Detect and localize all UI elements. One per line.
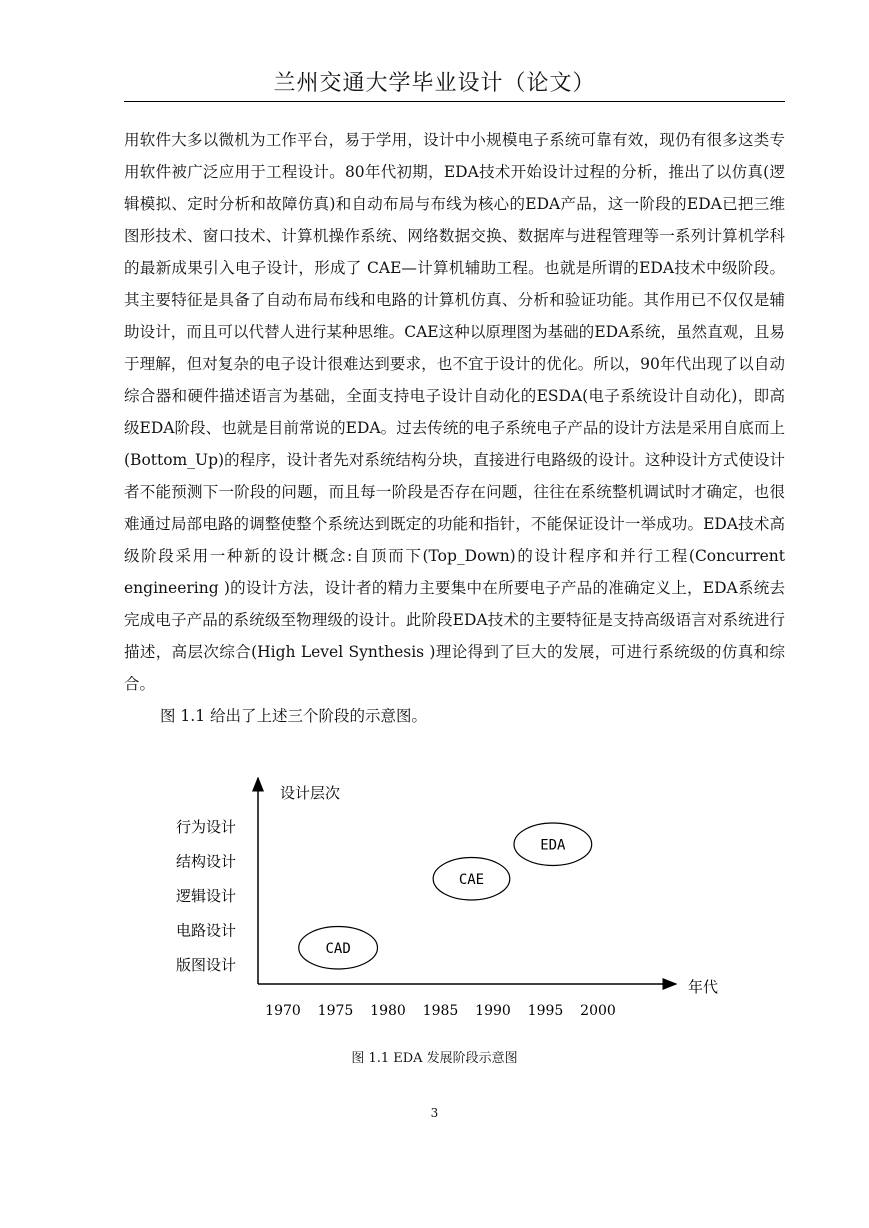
figure-svg [0, 770, 869, 1040]
y-level-label: 结构设计 [175, 852, 236, 871]
x-axis-title: 年代 [688, 978, 719, 996]
x-tick-label: 1990 [475, 1003, 511, 1019]
x-tick-label: 1980 [370, 1003, 406, 1019]
eda-stage-figure [0, 770, 869, 1040]
y-level-label: 电路设计 [175, 921, 236, 940]
body-text [124, 124, 785, 732]
stage-label-cae: CAE [458, 871, 485, 888]
stage-label-cad: CAD [325, 940, 351, 957]
y-level-label: 版图设计 [175, 956, 236, 974]
x-tick-label: 2000 [580, 1003, 616, 1019]
y-axis-title: 设计层次 [280, 784, 341, 802]
header-rule [124, 101, 785, 102]
figure-caption: 图 1.1 EDA 发展阶段示意图 [351, 1051, 518, 1066]
x-tick-label: 1970 [265, 1003, 301, 1019]
figure-intro-paragraph: 图 1.1 给出了上述三个阶段的示意图。 [160, 707, 428, 725]
body-paragraph: 用软件大多以微机为工作平台，易于学用，设计中小规模电子系统可靠有效，现仍有很多这类专用软件被广泛应用于工程设计。80年代初期，EDA技术开始设计过程的分析，推出了以仿真(逻辑模拟、定时分析和故障仿真)和自动布局与布线为核心的EDA产品，这一阶段的EDA已把三维图形技术、窗口技术、计算机操作系统、网络数据交换、数据库与进程管理等一系列计算机学科的最新成果引入电子设计，形成了 CAE—计算机辅助工程。也就是所谓的EDA技术中级阶段。其主要特征是具备了自动布局布线和电路的计算机仿真、分析和验证功能。其作用已不仅仅是辅助设计，而且可以代替人进行某种思维。CAE这种以原理图为基础的EDA系统，虽然直观，且易于理解，但对复杂的电子设计很难达到要求，也不宜于设计的优化。所以，90年代出现了以自动综合器和硬件描述语言为基础，全面支持电子设计自动化的ESDA(电子系统设计自动化)，即高级EDA阶段、也就是目前常说的EDA。过去传统的电子系统电子产品的设计方法是采用自底而上(Bottom_Up)的程序，设计者先对系统结构分块，直接进行电路级的设计。这种设计方式使设计者不能预测下一阶段的问题，而且每一阶段是否存在问题，往往在系统整机调试时才确定，也很难通过局部电路的调整使整个系统达到既定的功能和指针，不能保证设计一举成功。EDA技术高级阶段采用一种新的设计概念:自顶而下(Top_Down)的设计程序和并行工程(Concurrent engineering )的设计方法，设计者的精力主要集中在所要电子产品的准确定义上，EDA系统去完成电子产品的系统级至物理级的设计。此阶段EDA技术的主要特征是支持高级语言对系统进行描述，高层次综合(High Level Synthesis )理论得到了巨大的发展，可进行系统级的仿真和综合。 [124, 131, 785, 693]
y-level-label: 行为设计 [175, 818, 236, 836]
y-level-label: 逻辑设计 [175, 887, 236, 905]
stage-label-eda: EDA [540, 837, 566, 854]
running-header-title: 兰州交通大学毕业设计（论文） [273, 71, 596, 96]
x-tick-label: 1975 [317, 1003, 354, 1019]
x-tick-label: 1995 [527, 1003, 564, 1019]
x-tick-label: 1985 [422, 1003, 459, 1019]
page-number: 3 [430, 1106, 439, 1120]
